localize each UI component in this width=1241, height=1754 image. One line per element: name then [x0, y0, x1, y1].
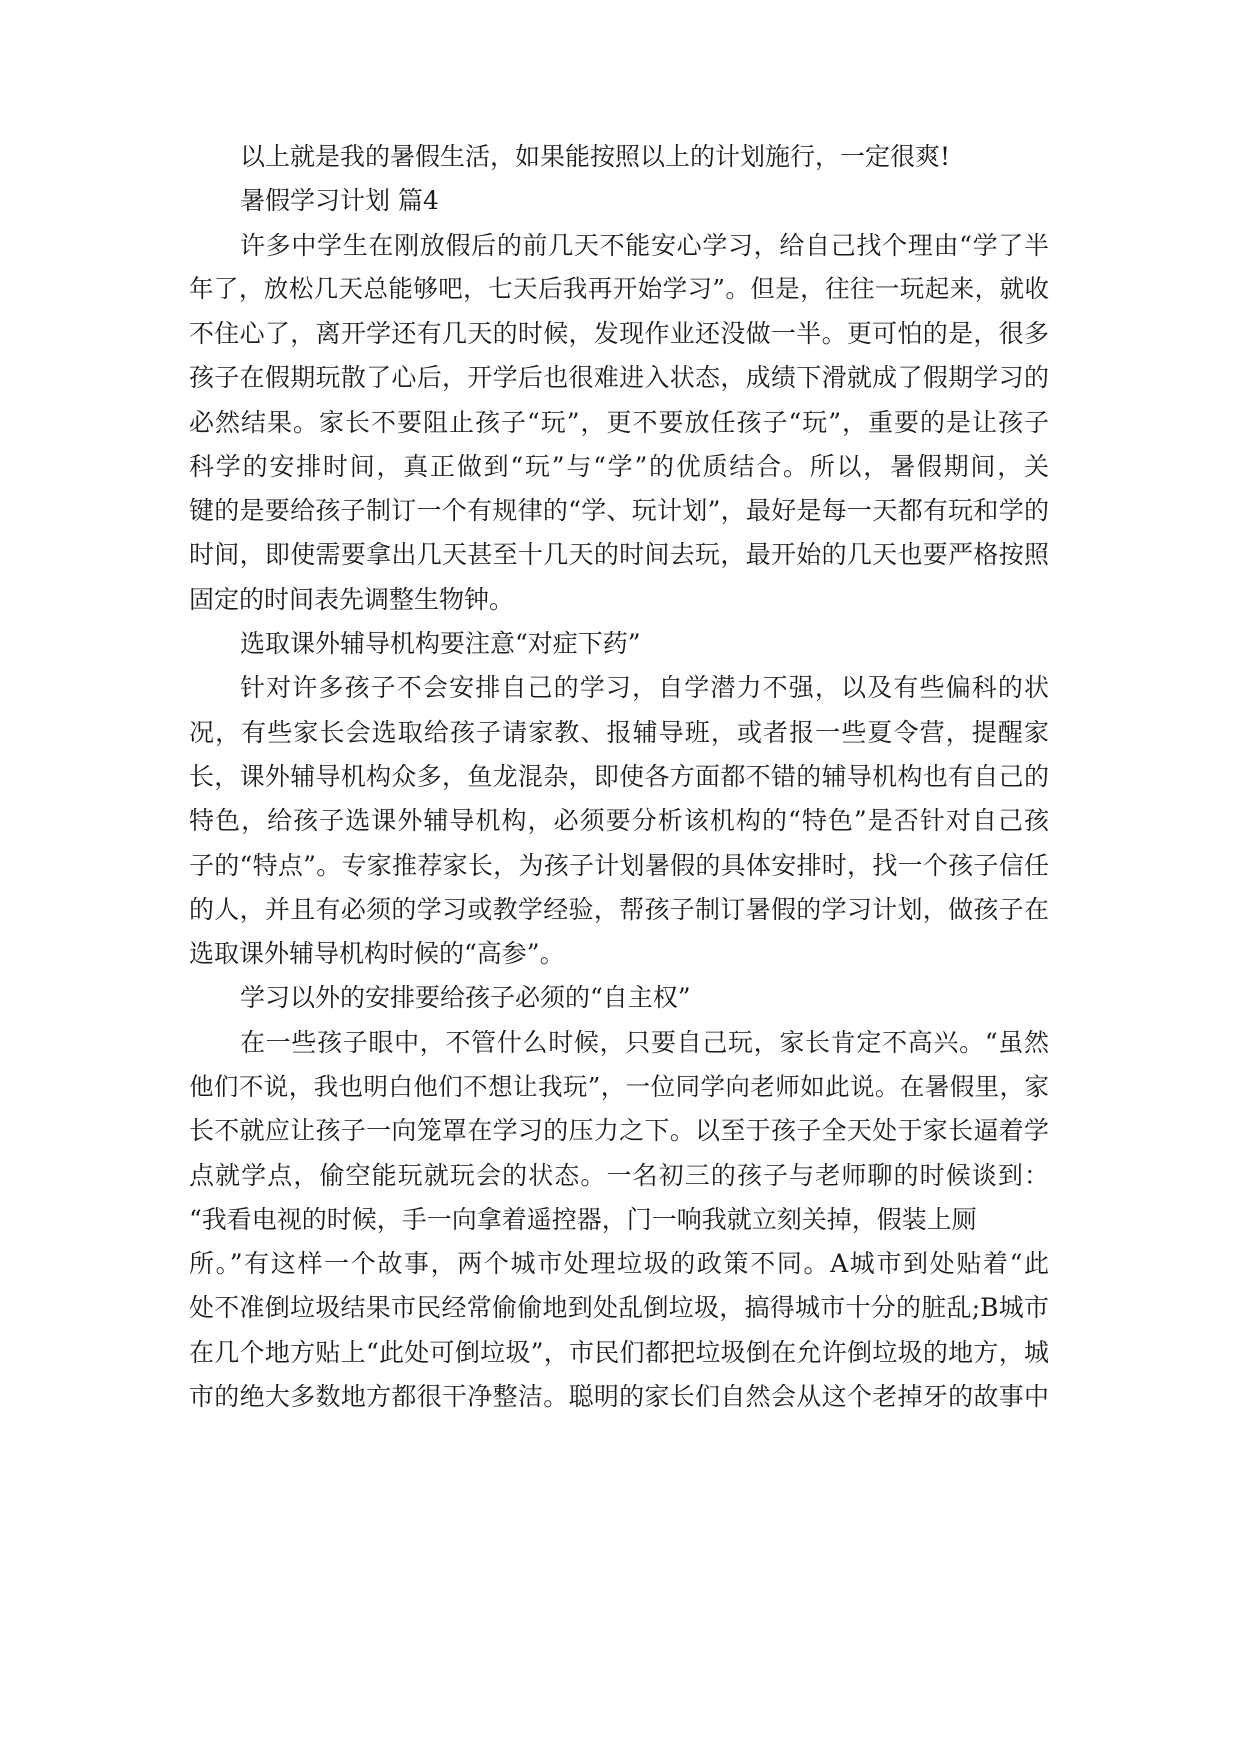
section-heading: 选取课外辅导机构要注意“对症下药” [240, 629, 641, 658]
text-line: 的人，并且有必须的学习或教学经验，帮孩子制订暑假的学习计划，做孩子在 [189, 895, 1049, 924]
text-line: 点就学点，偷空能玩就玩会的状态。一名初三的孩子与老师聊的时候谈到： [189, 1161, 1049, 1190]
section-heading: 暑假学习计划 篇4 [240, 186, 439, 215]
text-line: 固定的时间表先调整生物钟。 [189, 585, 515, 614]
text-line: 在几个地方贴上“此处可倒垃圾”，市民们都把垃圾倒在允许倒垃圾的地方，城 [189, 1338, 1049, 1367]
text-line: 时间，即使需要拿出几天甚至十几天的时间去玩，最开始的几天也要严格按照 [189, 540, 1049, 569]
text-line: 必然结果。家长不要阻止孩子“玩”，更不要放任孩子“玩”，重要的是让孩子 [189, 408, 1049, 437]
text-line: 年了，放松几天总能够吧，七天后我再开始学习”。但是，往往一玩起来，就收 [189, 274, 1049, 303]
text-line: “我看电视的时候，手一向拿着遥控器，门一响我就立刻关掉，假装上厕 [189, 1205, 977, 1234]
text-line: 在一些孩子眼中，不管什么时候，只要自己玩，家长肯定不高兴。“虽然 [240, 1028, 1049, 1057]
text-line: 特色，给孩子选课外辅导机构，必须要分析该机构的“特色”是否针对自己孩 [189, 806, 1049, 835]
text-line: 针对许多孩子不会安排自己的学习，自学潜力不强，以及有些偏科的状 [240, 673, 1049, 702]
text-line: 他们不说，我也明白他们不想让我玩”，一位同学向老师如此说。在暑假里，家 [189, 1072, 1049, 1101]
text-line: 市的绝大多数地方都很干净整洁。聪明的家长们自然会从这个老掉牙的故事中 [189, 1382, 1049, 1411]
text-line: 况，有些家长会选取给孩子请家教、报辅导班，或者报一些夏令营，提醒家 [189, 718, 1049, 747]
text-line: 不住心了，离开学还有几天的时候，发现作业还没做一半。更可怕的是，很多 [189, 319, 1049, 348]
text-line: 许多中学生在刚放假后的前几天不能安心学习，给自己找个理由“学了半 [240, 231, 1049, 260]
text-line: 长不就应让孩子一向笼罩在学习的压力之下。以至于孩子全天处于家长逼着学 [189, 1116, 1049, 1145]
text-line: 孩子在假期玩散了心后，开学后也很难进入状态，成绩下滑就成了假期学习的 [189, 363, 1049, 392]
text-line: 所。”有这样一个故事，两个城市处理垃圾的政策不同。A城市到处贴着“此 [189, 1249, 1049, 1278]
section-heading: 学习以外的安排要给孩子必须的“自主权” [240, 983, 691, 1012]
text-line: 子的“特点”。专家推荐家长，为孩子计划暑假的具体安排时，找一个孩子信任 [189, 851, 1049, 880]
text-line: 以上就是我的暑假生活，如果能按照以上的计划施行，一定很爽! [240, 142, 951, 171]
text-line: 键的是要给孩子制订一个有规律的“学、玩计划”，最好是每一天都有玩和学的 [189, 496, 1049, 525]
text-line: 长，课外辅导机构众多，鱼龙混杂，即使各方面都不错的辅导机构也有自己的 [189, 762, 1049, 791]
text-line: 科学的安排时间，真正做到“玩”与“学”的优质结合。所以，暑假期间，关 [189, 452, 1049, 481]
text-line: 选取课外辅导机构时候的“高参”。 [189, 939, 565, 968]
text-line: 处不准倒垃圾结果市民经常偷偷地到处乱倒垃圾，搞得城市十分的脏乱;B城市 [189, 1293, 1049, 1322]
